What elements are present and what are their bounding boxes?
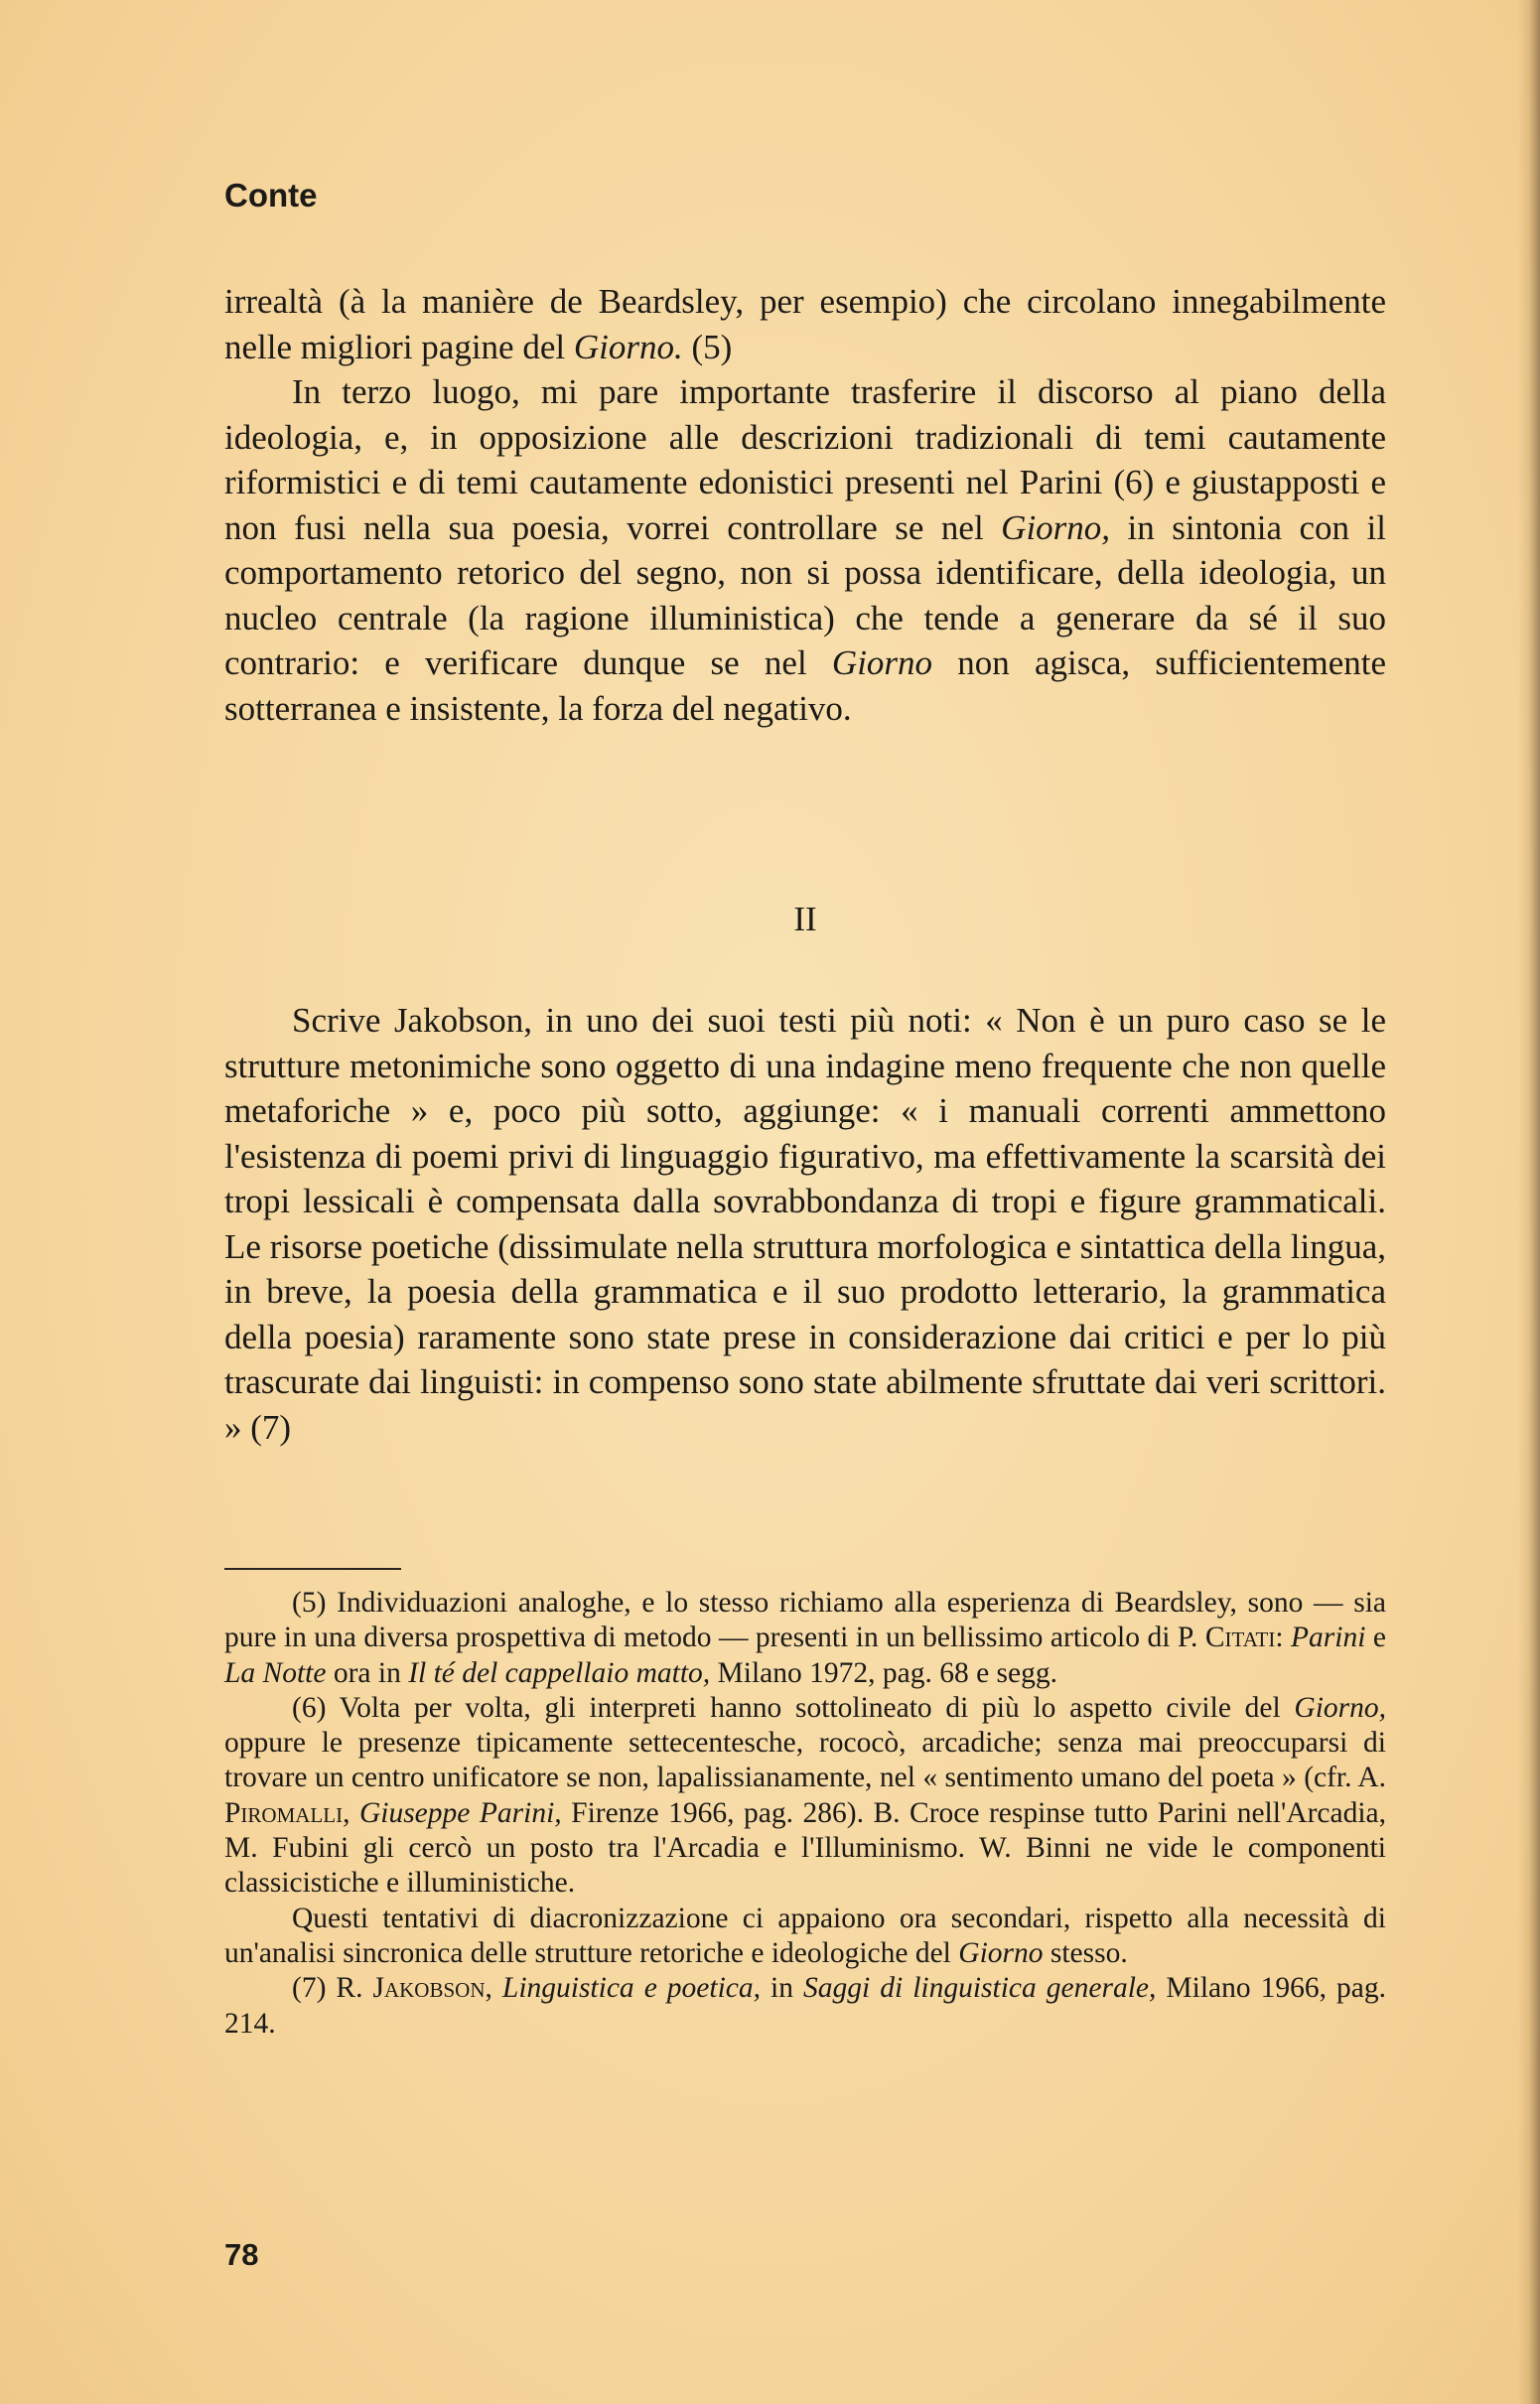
paragraph-2: In terzo luogo, mi pare importante trasferire il discorso al piano della ideologia, e, in opposizione alle descrizioni tradizionali di temi cautamente riformistici e di temi cautamente edonistici presenti nel Parini (6) e giustapposti e non fusi nella sua poesia, vorrei controllare se nel Giorno, in sintonia con il comportamento retorico del segno, non si possa identificare, della ideologia, un nucleo centrale (la ragione illuministica) che tende a generare da sé il suo contrario: e verificare dunque se nel Giorno non agisca, sufficientemente sotterranea e insistente, la forza del negativo. xyxy=(224,372,1386,728)
footnotes xyxy=(224,1586,1386,2042)
running-head: Conte xyxy=(224,177,318,213)
page-edge-shadow xyxy=(1518,0,1540,2404)
paragraph-3: Scrive Jakobson, in uno dei suoi testi più noti: « Non è un puro caso se le strutture metonimiche sono oggetto di una indagine meno frequente che non quelle metaforiche » e, poco più sotto, aggiunge: « i manuali correnti ammettono l'esistenza di poemi privi di linguaggio figurativo, ma effettivamente la scarsità dei tropi lessicali è compensata dalla sovrabbondanza di tropi e figure grammaticali. Le risorse poetiche (dissimulate nella struttura morfologica e sintattica della lingua, in breve, la poesia della grammatica e il suo prodotto letterario, la grammatica della poesia) raramente sono state prese in considerazione dai critici e per lo più trascurate dai linguisti: in compenso sono state abilmente sfruttate dai veri scrittori. » (7) xyxy=(224,1001,1386,1447)
section-heading: II xyxy=(793,900,817,938)
footnote-6-continued: Questi tentativi di diacronizzazione ci appaiono ora secondari, rispetto alla necessità di un'analisi sincronica delle strutture retoriche e ideologiche del Giorno stesso. xyxy=(224,1902,1386,1969)
paragraph-1: irrealtà (à la manière de Beardsley, per esempio) che circolano innegabilmente nelle migliori pagine del Giorno. (5) xyxy=(224,282,1386,366)
page-number: 78 xyxy=(224,2237,259,2272)
footnote-7: (7) R. Jakobson, Linguistica e poetica, in Saggi di linguistica generale, Milano 1966, pag. 214. xyxy=(224,1972,1387,2040)
main-text xyxy=(224,279,1386,731)
footnote-divider xyxy=(224,1568,401,1570)
main-text-section-2 xyxy=(224,998,1386,1450)
footnote-5: (5) Individuazioni analoghe, e lo stesso richiamo alla esperienza di Beardsley, sono — sia pure in una diversa prospettiva di metodo — presenti in un bellissimo articolo di P. Citati: Parini e La Notte ora in Il té del cappellaio matto, Milano 1972, pag. 68 e segg. xyxy=(224,1587,1387,1689)
footnote-6: (6) Volta per volta, gli interpreti hanno sottolineato di più lo aspetto civile del Giorno, oppure le presenze tipicamente settecentesche, rococò, arcadiche; senza mai preoccuparsi di trovare un centro unificatore se non, lapalissianamente, nel « sentimento umano del poeta » (cfr. A. Piromalli, Giuseppe Parini, Firenze 1966, pag. 286). B. Croce respinse tutto Parini nell'Arcadia, M. Fubini gli cercò un posto tra l'Arcadia e l'Illuminismo. W. Binni ne vide le componenti classicistiche e illuministiche. xyxy=(224,1691,1386,1900)
